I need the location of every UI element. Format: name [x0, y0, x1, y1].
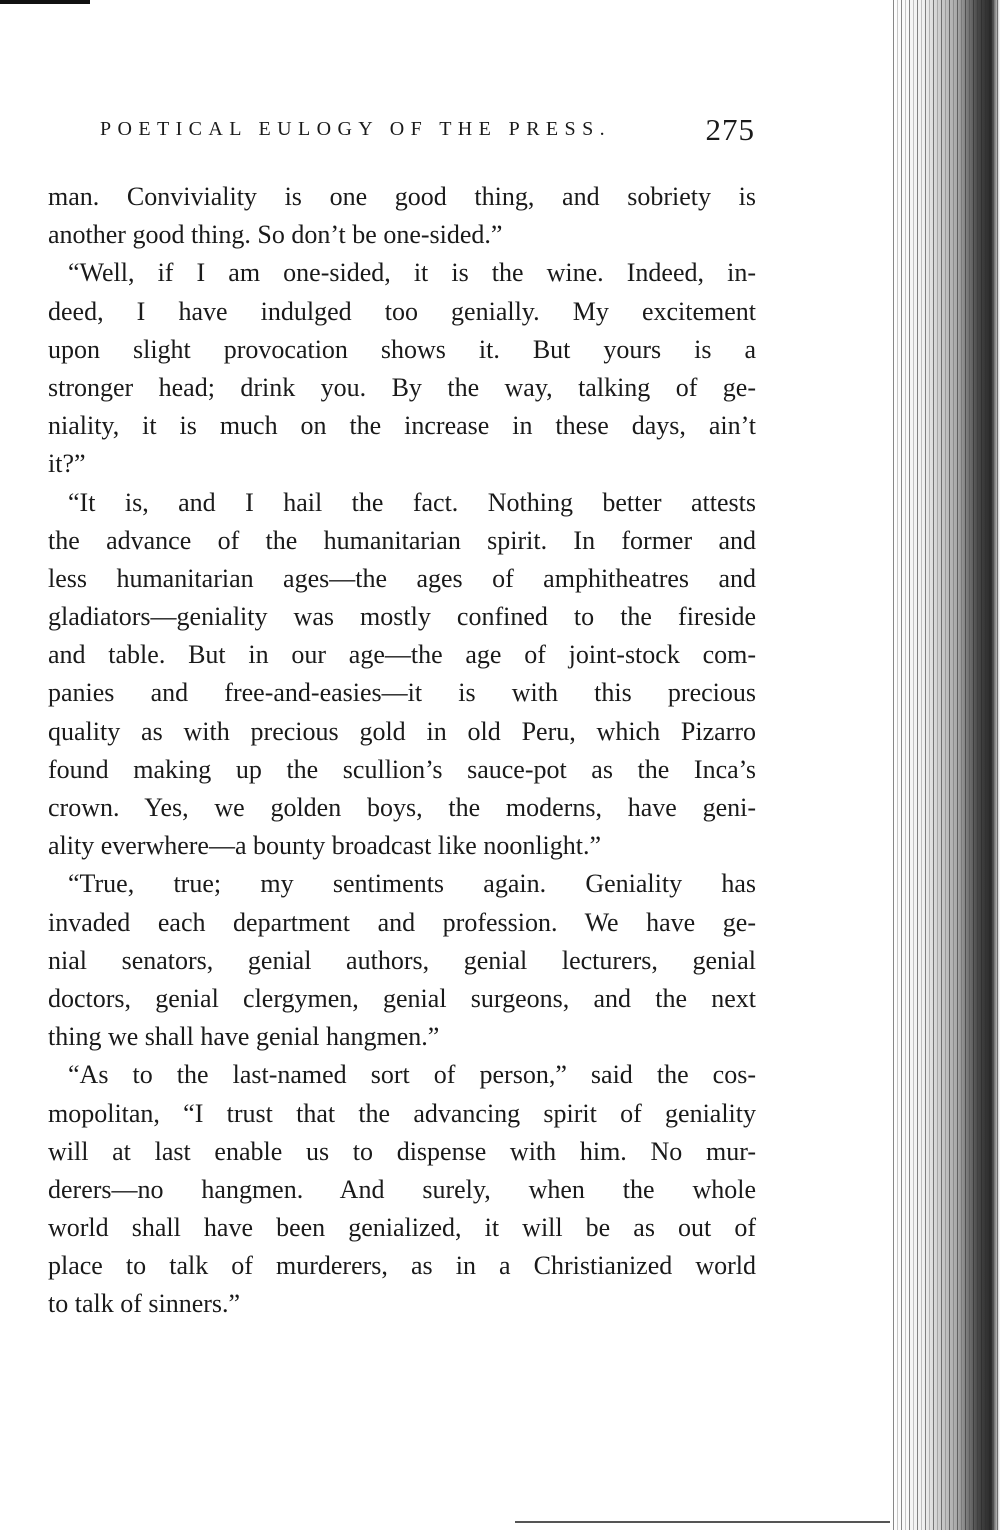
text-line: upon slight provocation shows it. But yours is a: [48, 334, 756, 364]
text-line: nial senators, genial authors, genial lecturers, genial: [48, 945, 756, 975]
text-line: thing we shall have genial hangmen.”: [48, 1022, 440, 1052]
text-line: gladiators—geniality was mostly confined to the fireside: [48, 602, 756, 632]
text-line: place to talk of murderers, as in a Christianized world: [48, 1251, 756, 1281]
text-line: invaded each department and profession. We have ge-: [48, 907, 756, 937]
running-head: [100, 112, 755, 152]
text-line: less humanitarian ages—the ages of amphitheatres and: [48, 563, 756, 593]
scan-bottom-rule: [515, 1521, 890, 1523]
text-line: panies and free-and-easies—it is with this precious: [48, 678, 756, 708]
text-line: world shall have been genialized, it will be as out of: [48, 1213, 756, 1243]
text-line: the advance of the humanitarian spirit. In former and: [48, 525, 756, 555]
text-line: quality as with precious gold in old Peru, which Pizarro: [48, 716, 756, 746]
text-line: “Well, if I am one-sided, it is the wine. Indeed, in-: [68, 258, 756, 288]
text-line: will at last enable us to dispense with him. No mur-: [48, 1136, 756, 1166]
page-edge-shadow: [890, 0, 1000, 1530]
text-line: crown. Yes, we golden boys, the moderns, have geni-: [48, 793, 756, 822]
text-line: stronger head; drink you. By the way, talking of ge-: [48, 372, 756, 402]
text-line: derers—no hangmen. And surely, when the whole: [48, 1174, 756, 1204]
text-line: doctors, genial clergymen, genial surgeons, and the next: [48, 983, 756, 1013]
text-line: “As to the last-named sort of person,” said the cos-: [68, 1060, 756, 1090]
text-line: it?”: [48, 449, 86, 479]
text-line: niality, it is much on the increase in these days, ain’t: [48, 411, 756, 441]
page-number: 275: [705, 112, 755, 147]
text-line: man. Conviviality is one good thing, and sobriety is: [48, 182, 756, 211]
scan-top-rule: [0, 0, 90, 4]
text-line: found making up the scullion’s sauce-pot as the Inca’s: [48, 754, 756, 784]
text-line: to talk of sinners.”: [48, 1289, 241, 1319]
text-line: mopolitan, “I trust that the advancing spirit of geniality: [48, 1098, 756, 1128]
text-line: ality everwhere—a bounty broadcast like noonlight.”: [48, 831, 602, 861]
text-line: deed, I have indulged too genially. My excitement: [48, 296, 756, 326]
running-title: POETICAL EULOGY OF THE PRESS.: [100, 118, 611, 140]
text-line: and table. But in our age—the age of joint-stock com-: [48, 640, 756, 670]
text-line: “It is, and I hail the fact. Nothing better attests: [68, 487, 756, 517]
text-line: “True, true; my sentiments again. Geniality has: [68, 869, 756, 899]
text-line: another good thing. So don’t be one-sided.”: [48, 220, 503, 250]
body-text: [48, 178, 756, 1324]
